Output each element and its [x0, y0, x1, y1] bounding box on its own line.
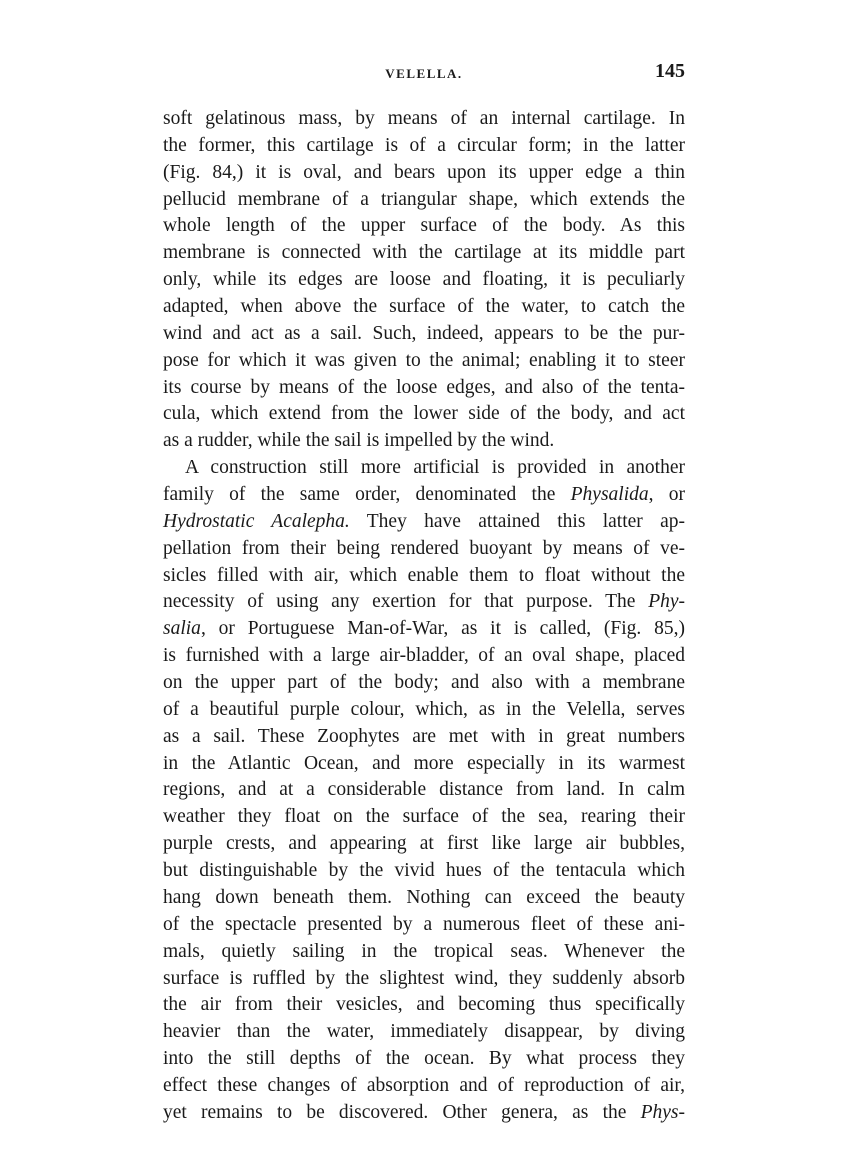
text-run: They have attained this latter ap- — [349, 510, 685, 532]
text-run: whole length of the upper surface of the body. As this — [163, 215, 685, 237]
text-run: purple crests, and appearing at first like large air bubbles, — [163, 833, 685, 855]
text-line — [163, 509, 685, 536]
text-line — [163, 563, 685, 590]
text-line — [163, 670, 685, 697]
text-line — [163, 536, 685, 563]
text-line — [163, 1100, 685, 1127]
text-run: on the upper part of the body; and also with a membrane — [163, 672, 685, 694]
text-line — [163, 966, 685, 993]
text-run: soft gelatinous mass, by means of an internal cartilage. In — [163, 108, 685, 129]
page-number: 145 — [655, 60, 685, 82]
text-line — [163, 831, 685, 858]
text-run: is furnished with a large air-bladder, of an oval shape, placed — [163, 645, 685, 667]
text-run: pellucid membrane of a triangular shape, which extends the — [163, 188, 685, 210]
body-text — [163, 106, 685, 1127]
text-line — [163, 751, 685, 778]
text-run: of a beautiful purple colour, which, as in the Velella, serves — [163, 698, 685, 720]
text-run: of the spectacle presented by a numerous fleet of these ani- — [163, 913, 685, 935]
text-run: , or — [648, 484, 686, 506]
text-run: mals, quietly sailing in the tropical seas. Whenever the — [163, 940, 685, 962]
text-line — [163, 455, 685, 482]
text-line — [163, 375, 685, 402]
text-line — [163, 482, 685, 509]
text-run: surface is ruffled by the slightest wind, they suddenly absorb — [163, 967, 685, 989]
text-run: as a sail. These Zoophytes are met with in great numbers — [163, 725, 685, 747]
text-line — [163, 643, 685, 670]
running-head — [163, 60, 685, 92]
text-run: the air from their vesicles, and becoming thus specifically — [163, 994, 685, 1016]
text-run: family of the same order, denominated the — [163, 484, 571, 506]
text-run: pose for which it was given to the animal; enabling it to steer — [163, 349, 685, 371]
text-line — [163, 240, 685, 267]
italic-term: Physalida — [570, 484, 649, 506]
text-line — [163, 724, 685, 751]
text-run: yet remains to be discovered. Other genera, as the — [163, 1101, 641, 1123]
running-title: VELELLA. — [385, 66, 463, 81]
text-line — [163, 804, 685, 831]
text-run: hang down beneath them. Nothing can exceed the beauty — [163, 886, 685, 908]
text-line — [163, 992, 685, 1019]
text-line — [163, 858, 685, 885]
text-line — [163, 160, 685, 187]
text-run: wind and act as a sail. Such, indeed, appears to be the pur- — [163, 322, 685, 344]
text-run: in the Atlantic Ocean, and more especially in its warmest — [163, 752, 685, 774]
text-run: , or Portuguese Man-of-War, as it is called, (Fig. 85,) — [200, 618, 685, 640]
text-line — [163, 912, 685, 939]
text-run: (Fig. 84,) it is oval, and bears upon its upper edge a thin — [163, 161, 685, 183]
italic-term: Phy- — [648, 591, 685, 613]
text-line — [163, 589, 685, 616]
text-run: necessity of using any exertion for that purpose. The — [163, 591, 649, 613]
text-line — [163, 777, 685, 804]
text-line — [163, 697, 685, 724]
text-line — [163, 213, 685, 240]
italic-term: Hydrostatic Acalepha. — [163, 510, 350, 532]
text-run: cula, which extend from the lower side of the body, and act — [163, 403, 685, 425]
text-run: the former, this cartilage is of a circular form; in the latter — [163, 134, 685, 156]
text-run: effect these changes of absorption and of reproduction of air, — [163, 1074, 685, 1096]
text-run: into the still depths of the ocean. By what process they — [163, 1048, 685, 1070]
text-run: adapted, when above the surface of the water, to catch the — [163, 296, 685, 318]
text-line — [163, 1073, 685, 1100]
text-line — [163, 1019, 685, 1046]
text-line — [163, 133, 685, 160]
text-line — [163, 616, 685, 643]
text-line — [163, 885, 685, 912]
text-run: weather they float on the surface of the sea, rearing their — [163, 806, 685, 828]
text-line — [163, 187, 685, 214]
text-line — [163, 939, 685, 966]
text-line — [163, 106, 685, 133]
text-line — [163, 267, 685, 294]
text-line — [163, 1046, 685, 1073]
text-run: as a rudder, while the sail is impelled by the wind. — [163, 430, 555, 452]
text-run: its course by means of the loose edges, and also of the tenta- — [163, 376, 685, 398]
italic-term: Phys- — [640, 1101, 685, 1123]
text-run: A construction still more artificial is provided in another — [185, 457, 685, 479]
text-line — [163, 401, 685, 428]
text-run: only, while its edges are loose and floating, it is peculiarly — [163, 269, 685, 291]
text-line — [163, 294, 685, 321]
text-run: regions, and at a considerable distance from land. In calm — [163, 779, 685, 801]
text-run: sicles filled with air, which enable them to float without the — [163, 564, 685, 586]
text-line — [163, 428, 685, 455]
italic-term: salia — [163, 618, 201, 640]
text-run: heavier than the water, immediately disappear, by diving — [163, 1021, 685, 1043]
text-line — [163, 348, 685, 375]
text-run: but distinguishable by the vivid hues of the tentacula which — [163, 860, 685, 882]
text-run: membrane is connected with the cartilage at its middle part — [163, 242, 685, 264]
text-line — [163, 321, 685, 348]
text-run: pellation from their being rendered buoyant by means of ve- — [163, 537, 685, 559]
